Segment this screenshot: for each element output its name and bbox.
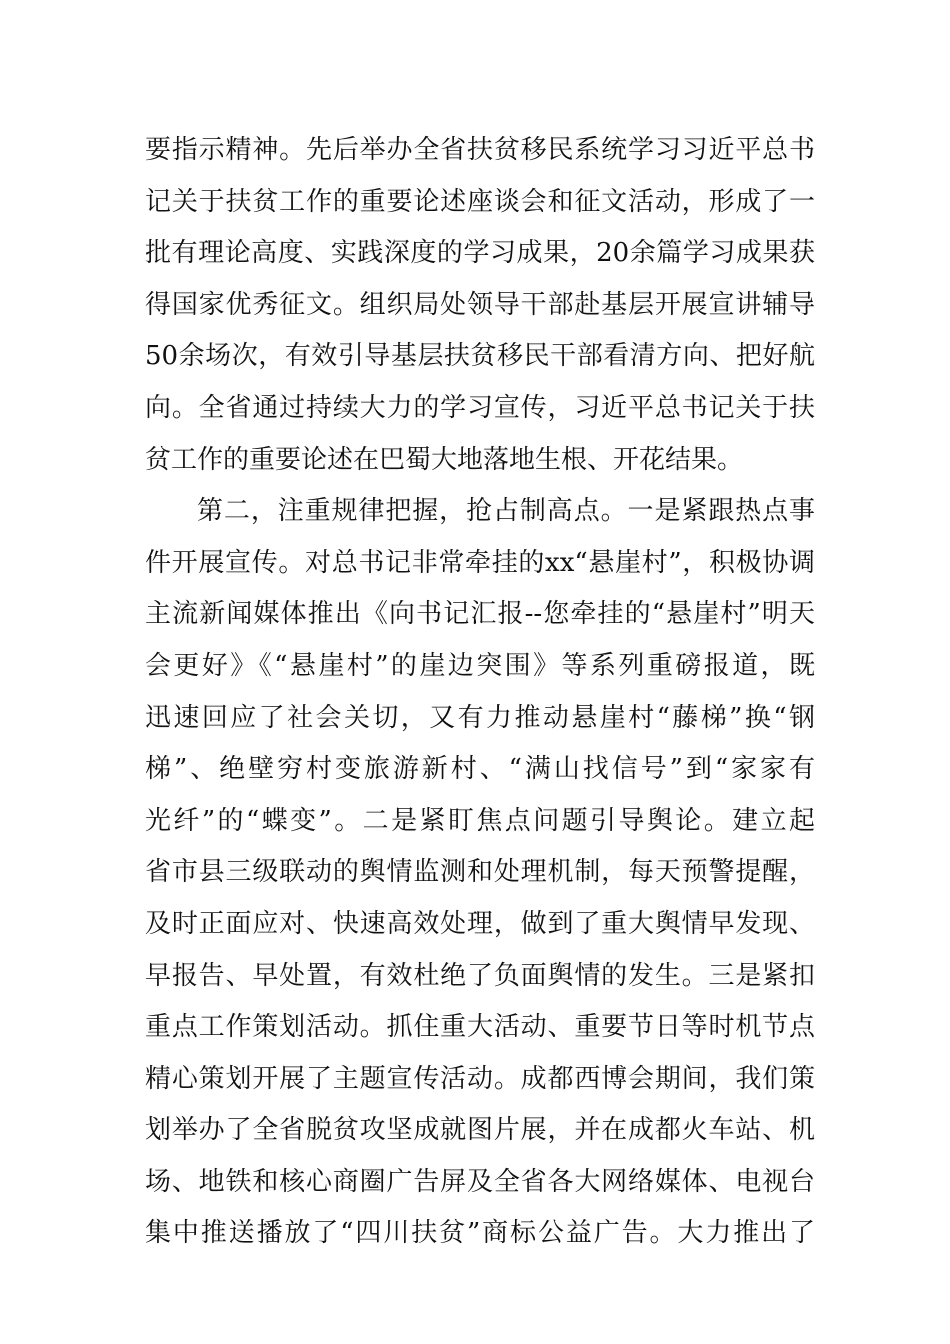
text-line: 50余场次，有效引导基层扶贫移民干部看清方向、把好航 xyxy=(145,341,815,372)
body-text xyxy=(145,125,815,1260)
text-line: 记关于扶贫工作的重要论述座谈会和征文活动，形成了一 xyxy=(145,186,815,217)
text-line: 批有理论高度、实践深度的学习成果，20余篇学习成果获 xyxy=(145,238,815,269)
text-line: 得国家优秀征文。组织局处领导干部赴基层开展宣讲辅导 xyxy=(145,289,815,320)
text-line: 件开展宣传。对总书记非常牵挂的xx“悬崖村”，积极协调 xyxy=(145,547,815,578)
text-line: 省市县三级联动的舆情监测和处理机制，每天预警提醒， xyxy=(145,857,815,888)
text-line: 重点工作策划活动。抓住重大活动、重要节日等时机节点 xyxy=(145,1012,815,1043)
text-line: 向。全省通过持续大力的学习宣传，习近平总书记关于扶 xyxy=(145,392,815,423)
text-line: 精心策划开展了主题宣传活动。成都西博会期间，我们策 xyxy=(145,1063,815,1094)
text-line: 早报告、早处置，有效杜绝了负面舆情的发生。三是紧扣 xyxy=(145,960,815,991)
text-line: 光纤”的“蝶变”。二是紧盯焦点问题引导舆论。建立起 xyxy=(145,805,815,836)
text-line: 集中推送播放了“四川扶贫”商标公益广告。大力推出了 xyxy=(145,1218,815,1249)
text-line: 迅速回应了社会关切，又有力推动悬崖村“藤梯”换“钢 xyxy=(145,702,815,733)
text-line: 贫工作的重要论述在巴蜀大地落地生根、开花结果。 xyxy=(145,444,744,475)
text-line: 划举办了全省脱贫攻坚成就图片展，并在成都火车站、机 xyxy=(145,1115,815,1146)
text-line: 要指示精神。先后举办全省扶贫移民系统学习习近平总书 xyxy=(145,135,815,165)
text-line: 梯”、绝壁穷村变旅游新村、“满山找信号”到“家家有 xyxy=(145,754,815,785)
text-line: 及时正面应对、快速高效处理，做到了重大舆情早发现、 xyxy=(145,908,815,939)
text-line: 主流新闻媒体推出《向书记汇报--您牵挂的“悬崖村”明天 xyxy=(145,599,815,630)
text-line: 会更好》《“悬崖村”的崖边突围》等系列重磅报道，既 xyxy=(145,650,815,681)
text-line: 场、地铁和核心商圈广告屏及全省各大网络媒体、电视台 xyxy=(145,1166,815,1197)
paragraph-start-line: 第二，注重规律把握，抢占制高点。一是紧跟热点事 xyxy=(197,496,815,527)
